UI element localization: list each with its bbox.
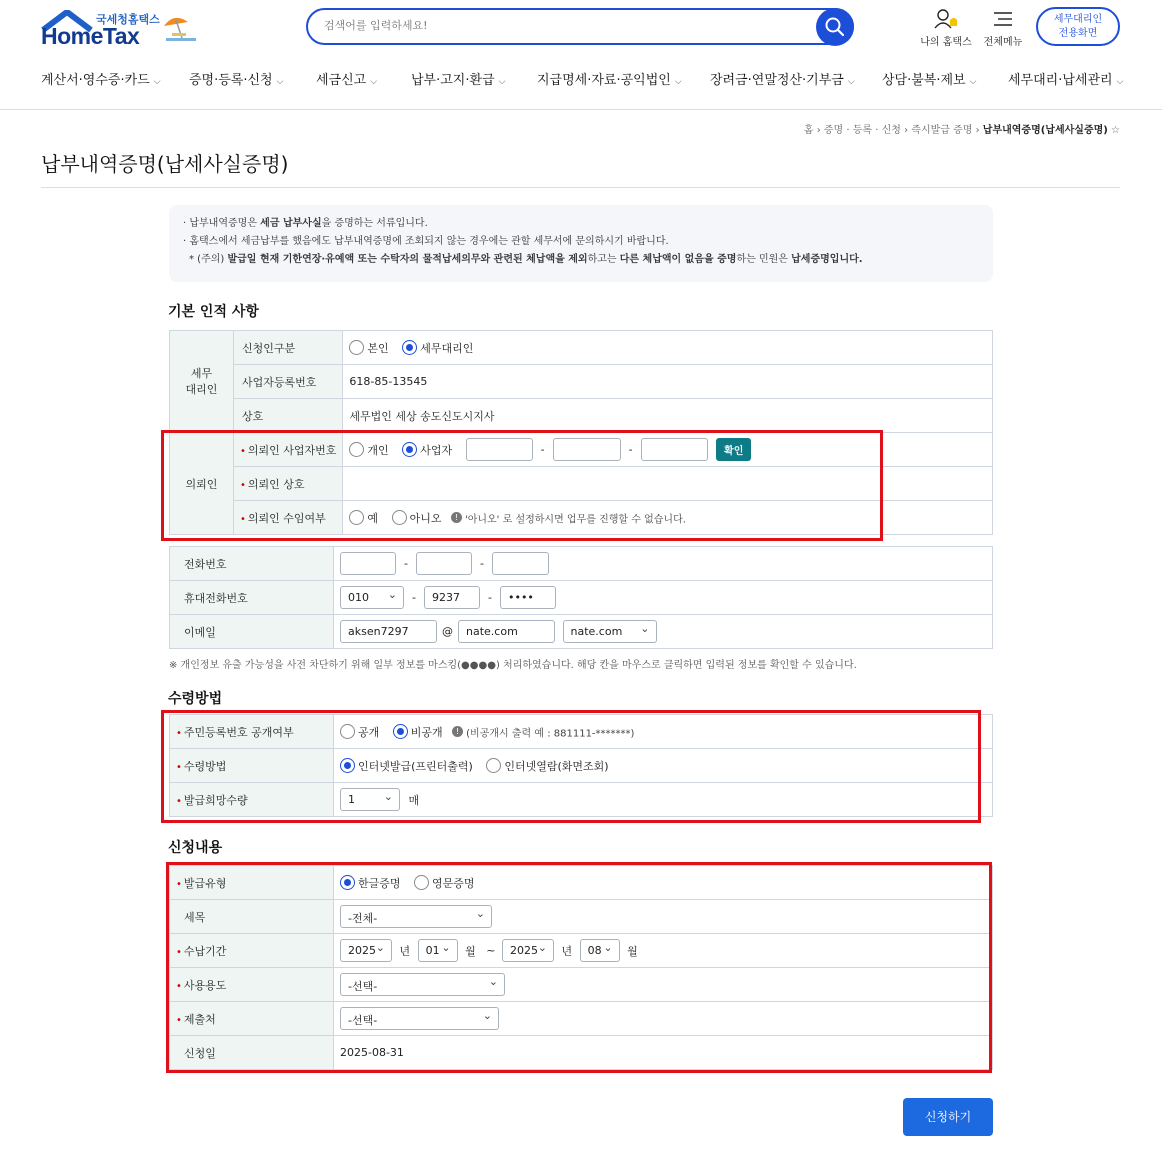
agent-bizno-value: 618-85-13545 (343, 365, 993, 399)
radio-label: 사업자 (420, 443, 453, 457)
email-label: 이메일 (170, 615, 334, 649)
nav-item[interactable] (316, 69, 377, 88)
agent-screen-label-1: 세무대리인 (1053, 14, 1103, 25)
section-title: 수령방법 (168, 691, 223, 707)
applicant-type-label: 신청인구분 (234, 331, 343, 365)
user-bell-icon (933, 8, 959, 30)
agent-group-header: 세무 대리인 (170, 331, 234, 433)
beach-umbrella-icon (160, 12, 200, 44)
purpose-label: • 사용용도 (170, 968, 334, 1002)
client-bizno-label: • 의뢰인 사업자번호 (234, 433, 343, 467)
client-accept-label: • 의뢰인 수임여부 (234, 501, 343, 535)
highlight-box (161, 710, 981, 823)
breadcrumb: 홈 › 증명 · 등록 · 신청 › 즉시발급 증명 › 납부내역증명(납세사실증명) ☆ (803, 125, 1120, 136)
radio-label: 예 (367, 511, 379, 525)
table-row (170, 399, 993, 433)
chevron-down-icon: ⌵ (847, 77, 855, 87)
radio-label: 개인 (367, 443, 389, 457)
agent-screen-button[interactable] (1036, 7, 1120, 46)
radio-agent[interactable] (402, 340, 417, 355)
nav-item[interactable] (882, 69, 976, 88)
notice-line: · 납부내역증명은 세금 납부사실을 증명하는 서류입니다. (183, 218, 428, 229)
table-row (170, 331, 993, 365)
phone-1[interactable] (340, 552, 396, 575)
chevron-down-icon: ⌵ (276, 77, 284, 87)
radio-label: 한글증명 (358, 876, 401, 890)
client-bizno-cell: 개인 사업자 - - 확인 (343, 433, 993, 467)
confirm-button[interactable]: 확인 (716, 438, 751, 461)
quantity-label: • 발급희망수량 (170, 783, 334, 817)
notice-line: * (주의) 발급일 현재 기한연장·유예액 또는 수탁자의 물적납세의무와 관련된 체납액을 제외하고는 다른 체납액이 없음을 증명하는 민원은 납세증명입니다. (189, 254, 863, 265)
quantity-select[interactable]: 1 ⌄ (340, 788, 400, 811)
nav-item[interactable] (411, 69, 505, 88)
submit-to-select[interactable]: -선택- ⌄ (340, 1007, 499, 1030)
tax-item-select[interactable]: -전체- ⌄ (340, 905, 492, 928)
mobile-prefix-select[interactable]: 010 ⌄ (340, 586, 404, 609)
start-year-select[interactable]: 2025 ⌄ (340, 939, 392, 962)
applicant-type-cell (343, 331, 993, 365)
table-row (170, 365, 993, 399)
request-date-label: 신청일 (170, 1036, 334, 1070)
nav-label: 상담·불복·제보 (882, 73, 966, 88)
month-label: 월 (465, 944, 476, 958)
search-box[interactable] (306, 8, 854, 45)
contact-table (169, 546, 993, 649)
highlight-box (166, 862, 992, 1073)
search-input[interactable] (324, 19, 804, 32)
chevron-down-icon: ⌵ (674, 77, 682, 87)
logo-title: HomeTax (41, 23, 140, 49)
agent-bizno-label: 사업자등록번호 (234, 365, 343, 399)
search-icon (816, 8, 854, 46)
nav-label: 증명·등록·신청 (189, 73, 273, 88)
nav-label: 지급명세·자료·공익법인 (537, 73, 671, 88)
rrn-note: (비공개시 출력 예 : 881111-*******) (466, 728, 635, 739)
logo-subtitle: 국세청홈택스 (96, 13, 160, 26)
end-month-select[interactable]: 08 ⌄ (580, 939, 620, 962)
nav-item[interactable] (710, 69, 855, 88)
phone-cell: - - (334, 547, 993, 581)
rrn-label: • 주민등록번호 공개여부 (170, 715, 334, 749)
request-date-value: 2025-08-31 (334, 1036, 993, 1070)
submit-to-label: • 제출처 (170, 1002, 334, 1036)
nav-item[interactable] (1008, 69, 1123, 88)
submit-button[interactable]: 신청하기 (903, 1098, 993, 1136)
notice-line: · 홈택스에서 세금납부를 했음에도 납부내역증명에 조회되지 않는 경우에는 관할 세무서에 문의하시기 바랍니다. (183, 236, 669, 247)
receive-method-label: • 수령방법 (170, 749, 334, 783)
range-tilde: ~ (486, 944, 496, 957)
nav-label: 세금신고 (316, 73, 367, 88)
radio-self[interactable] (349, 340, 364, 355)
agent-name-value: 세무법인 세상 송도신도시지사 (343, 399, 993, 433)
tax-item-label: 세목 (170, 900, 334, 934)
nav-label: 납부·고지·환급 (411, 73, 495, 88)
end-year-select[interactable]: 2025 ⌄ (502, 939, 554, 962)
nav-item[interactable] (41, 69, 161, 88)
mobile-label: 휴대전화번호 (170, 581, 334, 615)
chevron-down-icon: ⌵ (498, 77, 506, 87)
all-menu-button[interactable] (983, 8, 1023, 48)
breadcrumb-current: 납부내역증명(납세사실증명) (982, 125, 1108, 136)
star-icon[interactable]: ☆ (1111, 125, 1120, 136)
radio-label: 아니오 (409, 511, 442, 525)
year-label: 년 (399, 944, 411, 958)
phone-2[interactable] (416, 552, 472, 575)
table-row (170, 615, 993, 649)
breadcrumb-home[interactable]: 홈 (803, 125, 814, 136)
chevron-down-icon: ⌵ (1116, 77, 1124, 87)
radio-label: 영문증명 (432, 876, 475, 890)
accept-note: '아니오' 로 설정하시면 업무를 진행할 수 없습니다. (464, 514, 686, 525)
all-menu-label: 전체메뉴 (983, 37, 1023, 48)
chevron-down-icon: ⌵ (969, 77, 977, 87)
email-cell (334, 615, 993, 649)
agent-screen-label-2: 전용화면 (1058, 28, 1098, 39)
mobile-middle[interactable]: 9237 (424, 586, 480, 609)
nav-item[interactable] (537, 69, 682, 88)
table-row (170, 581, 993, 615)
my-hometax-button[interactable] (918, 8, 974, 48)
main-nav (0, 69, 1162, 89)
info-icon: ! (452, 726, 463, 737)
menu-icon (991, 8, 1015, 30)
mask-note: ※ 개인정보 유출 가능성을 사전 차단하기 위해 일부 정보를 마스킹(●●●●) 처리하였습니다. 해당 칸을 마우스로 클릭하면 입력된 정보를 확인할 수 있습니다. (169, 660, 857, 671)
email-domain-input[interactable]: nate.com (458, 620, 555, 643)
nav-label: 계산서·영수증·카드 (41, 73, 150, 88)
table-row (170, 547, 993, 581)
radio-label: 본인 (367, 341, 389, 355)
title-divider (41, 187, 1120, 188)
header-divider (0, 109, 1162, 110)
nav-label: 장려금·연말정산·기부금 (710, 73, 844, 88)
highlight-box (161, 430, 883, 541)
month-label: 월 (627, 944, 638, 958)
mobile-last[interactable]: •••• (500, 586, 556, 609)
breadcrumb-item[interactable]: 즉시발급 증명 (911, 125, 973, 136)
email-id-input[interactable]: aksen7297 (340, 620, 437, 643)
section-title: 신청내용 (168, 840, 223, 856)
start-month-select[interactable]: 01 ⌄ (418, 939, 458, 962)
radio-label: 인터넷열람(화면조회) (504, 759, 609, 773)
client-group-header: 의뢰인 (170, 433, 234, 535)
chevron-down-icon: ⌵ (370, 77, 378, 87)
mobile-cell: 010 ⌄ - 9237 - •••• (334, 581, 993, 615)
period-label: • 수납기간 (170, 934, 334, 968)
phone-label: 전화번호 (170, 547, 334, 581)
radio-label: 인터넷발급(프린터출력) (358, 759, 473, 773)
radio-label: 세무대리인 (420, 341, 474, 355)
at-sign: @ (442, 625, 453, 638)
breadcrumb-item[interactable]: 증명 · 등록 · 신청 (823, 125, 901, 136)
year-label: 년 (561, 944, 573, 958)
nav-label: 세무대리·납세관리 (1008, 73, 1113, 88)
email-domain-select[interactable]: nate.com ⌄ (563, 620, 657, 643)
nav-item[interactable] (189, 69, 283, 88)
client-name-label: • 의뢰인 상호 (234, 467, 343, 501)
issue-type-label: • 발급유형 (170, 866, 334, 900)
section-title: 기본 인적 사항 (168, 304, 259, 320)
notice-box (169, 205, 993, 282)
page-title: 납부내역증명(납세사실증명) (41, 152, 289, 176)
radio-label: 공개 (358, 725, 380, 739)
phone-3[interactable] (492, 552, 549, 575)
my-hometax-label: 나의 홈택스 (920, 37, 972, 48)
info-icon: ! (451, 512, 462, 523)
agent-name-label: 상호 (234, 399, 343, 433)
purpose-select[interactable]: -선택- ⌄ (340, 973, 505, 996)
chevron-down-icon: ⌵ (153, 77, 161, 87)
quantity-unit: 매 (408, 793, 420, 807)
search-button[interactable] (816, 8, 854, 46)
radio-label: 비공개 (410, 725, 443, 739)
